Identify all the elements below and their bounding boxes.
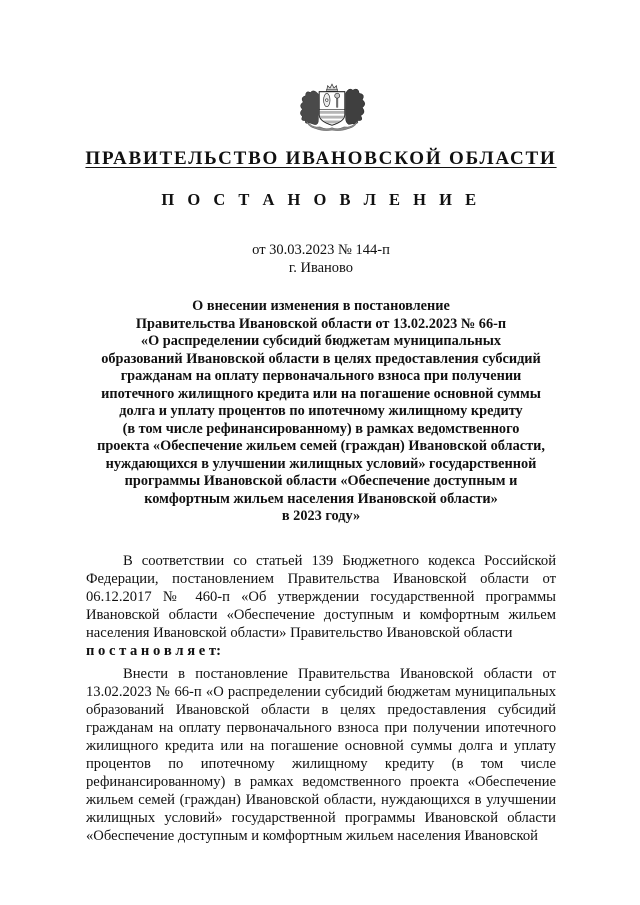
preamble-text: В соответствии со статьей 139 Бюджетного кодекса Российской Федерации, постановлением Правительства Ивановской области от 06.12.2017 № 460-п «Об утверждении государственной программы Ивановской области «Обеспечение доступным и комфортным жильем населения Ивановской области» Правительство Ивановской области [86, 553, 556, 642]
doc-type-heading: П О С Т А Н О В Л Е Н И Е [161, 190, 481, 209]
doc-title-line: нуждающихся в улучшении жилищных условий» государственной [105, 455, 537, 472]
doc-title-line: Правительства Ивановской области от 13.02.2023 № 66-п [135, 315, 507, 332]
doc-title-line: О внесении изменения в постановление [192, 298, 450, 314]
body-paragraph-preamble [86, 552, 556, 661]
doc-title-line: образований Ивановской области в целях предоставления субсидий [101, 350, 541, 367]
doc-title-line: комфортным жильем населения Ивановской области» [144, 490, 498, 507]
doc-title-line: долга и уплату процентов по ипотечному жилищному кредиту [119, 403, 523, 419]
doc-title-line: проекта «Обеспечение жильем семей (граждан) Ивановской области, [97, 438, 545, 454]
doc-title-line: (в том числе рефинансированному) в рамках ведомственного [122, 420, 520, 437]
doc-title-line: программы Ивановской области «Обеспечение доступным и [124, 473, 518, 489]
doc-title [84, 298, 558, 526]
doc-body [86, 552, 556, 846]
doc-title-line: ипотечного жилищного кредита или на погашение основной суммы [101, 385, 541, 402]
enacts-label: п о с т а н о в л я е т: [86, 643, 221, 660]
body-paragraph-amendment: Внести в постановление Правительства Ивановской области от 13.02.2023 № 66-п «О распределении субсидий бюджетам муниципальных образований Ивановской области в целях предоставления субсидий гражданам на оплату первоначального взноса при получении ипотечного жилищного кредита или на погашение основной суммы долга и уплату процентов по ипотечному жилищному кредиту (в том числе рефинансированному) в рамках ведомственного проекта «Обеспечение жильем семей (граждан) Ивановской области, нуждающихся в улучшении жилищных условий» государственной программы Ивановской области «Обеспечение доступным и комфортным жильем населения Ивановской [86, 665, 556, 845]
doc-date-number: от 30.03.2023 № 144-п [252, 242, 390, 258]
doc-city: г. Иваново [288, 260, 354, 276]
doc-title-line: гражданам на оплату первоначального взноса при получении [120, 368, 522, 384]
doc-title-line: «О распределении субсидий бюджетам муниципальных [140, 333, 502, 349]
coat-of-arms-icon [296, 77, 368, 140]
doc-title-line: в 2023 году» [281, 508, 361, 524]
org-name-heading: ПРАВИТЕЛЬСТВО ИВАНОВСКОЙ ОБЛАСТИ [85, 148, 557, 169]
